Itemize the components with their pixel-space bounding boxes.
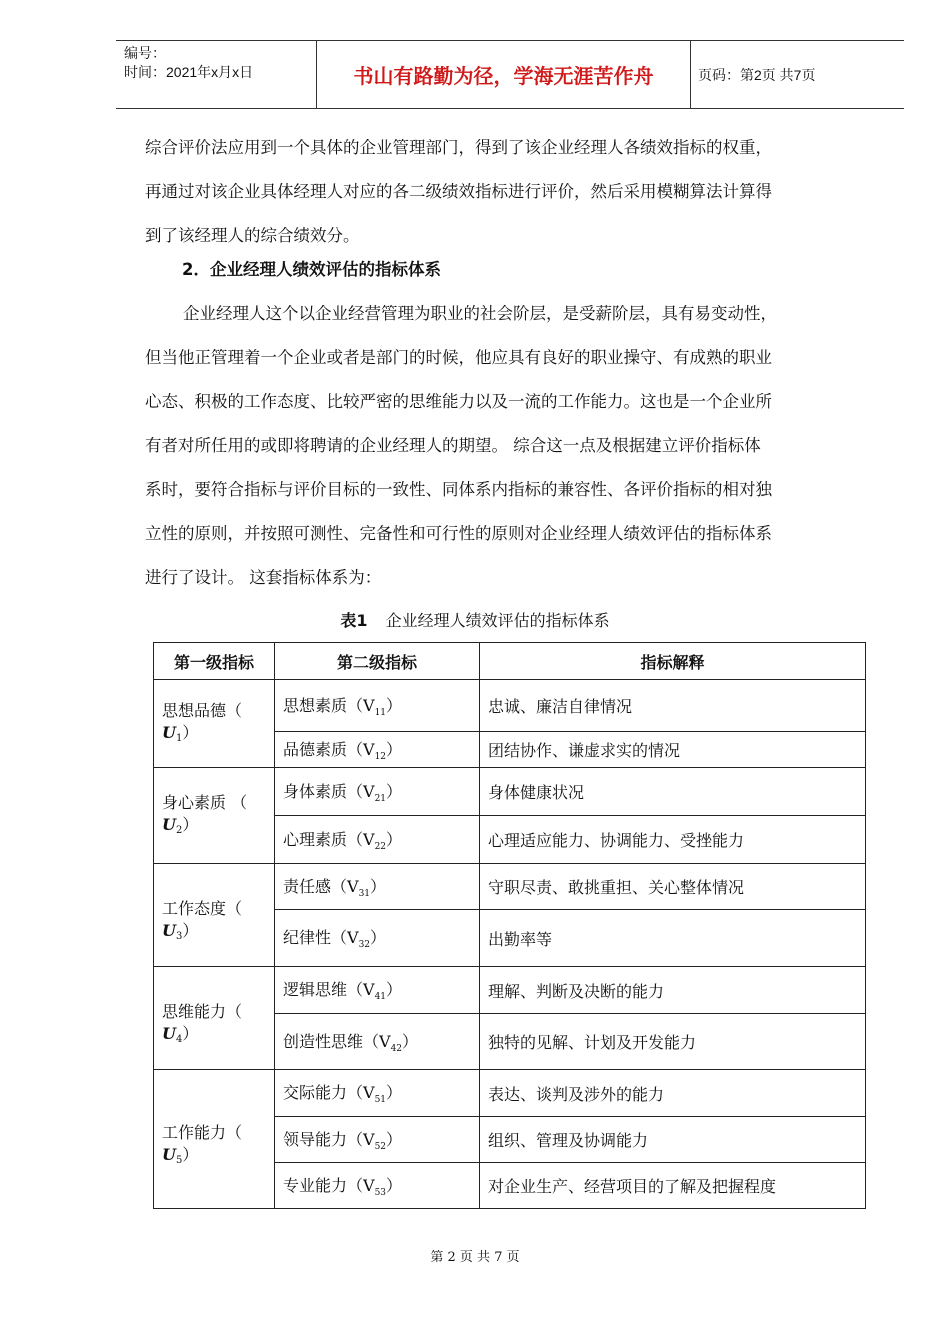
level2-name: 逻辑思维（V — [283, 980, 375, 1000]
level2-name: 领导能力（V — [283, 1129, 375, 1149]
level2-name: 专业能力（V — [283, 1175, 375, 1195]
u-subscript: 5 — [175, 1154, 183, 1166]
level2-name: 思想素质（V — [283, 695, 375, 715]
col-header-level1: 第一级指标 — [154, 643, 275, 680]
level2-name: 交际能力（V — [283, 1083, 375, 1103]
explanation-cell: 身体健康状况 — [480, 768, 866, 816]
level2-name: 创造性思维（V — [283, 1031, 391, 1051]
v-subscript: 21 — [374, 794, 387, 805]
v-subscript: 31 — [358, 889, 371, 900]
level1-cell — [154, 768, 275, 864]
level2-close: ） — [386, 695, 403, 715]
explanation-cell: 出勤率等 — [480, 910, 866, 967]
level2-close: ） — [386, 1083, 403, 1103]
table-row — [154, 1070, 866, 1117]
u-subscript: 2 — [175, 825, 183, 836]
text-line: 再通过对该企业具体经理人对应的各二级绩效指标进行评价，然后采用模糊算法计算得 — [145, 182, 772, 201]
text-line: 综合评价法应用到一个具体的企业管理部门，得到了该企业经理人各绩效指标的权重， — [145, 138, 772, 157]
level2-cell — [275, 1070, 480, 1117]
level2-close: ） — [386, 781, 403, 801]
u-subscript: 3 — [175, 930, 183, 942]
level2-cell — [275, 816, 480, 864]
section-title: 2．企业经理人绩效评估的指标体系 — [182, 260, 441, 279]
table-row — [154, 967, 866, 1014]
caption-number: 表1 — [340, 611, 368, 630]
explanation-cell: 团结协作、谦虚求实的情况 — [480, 732, 866, 768]
text-line: 系时，要符合指标与评价目标的一致性、同体系内指标的兼容性、各评价指标的相对独 — [145, 480, 772, 499]
level2-cell — [275, 864, 480, 910]
level2-name: 责任感（V — [283, 876, 359, 896]
level1-close: ） — [182, 1144, 199, 1164]
v-subscript: 12 — [374, 752, 387, 763]
level2-cell — [275, 1163, 480, 1209]
paragraph-1 — [145, 126, 875, 258]
table-row — [154, 864, 866, 910]
u-symbol: U — [162, 1144, 176, 1164]
level1-name: 工作能力（ — [162, 1122, 243, 1142]
level2-close: ） — [402, 1031, 419, 1051]
level2-close: ） — [370, 876, 387, 896]
col-header-level2: 第二级指标 — [275, 643, 480, 680]
u-subscript: 1 — [175, 733, 183, 744]
level1-close: ） — [182, 723, 199, 742]
level1-name: 思想品德（ — [162, 701, 243, 720]
v-subscript: 32 — [358, 940, 371, 951]
explanation-cell: 忠诚、廉洁自律情况 — [480, 680, 866, 732]
level2-name: 身体素质（V — [283, 781, 375, 801]
level2-name: 品德素质（V — [283, 739, 375, 759]
text-line: 但当他正管理着一个企业或者是部门的时候，他应具有良好的职业操守、有成熟的职业 — [145, 348, 772, 367]
text-line: 进行了设计。 这套指标体系为： — [145, 568, 382, 587]
level2-name: 心理素质（V — [283, 829, 375, 849]
level2-cell — [275, 910, 480, 967]
v-subscript: 22 — [374, 842, 387, 853]
u-symbol: U — [162, 815, 176, 834]
v-subscript: 11 — [374, 708, 387, 719]
level1-close: ） — [182, 1023, 199, 1043]
paragraph-2 — [145, 292, 875, 600]
text-line: 到了该经理人的综合绩效分。 — [145, 226, 360, 245]
text-line: 立性的原则，并按照可测性、完备性和可行性的原则对企业经理人绩效评估的指标体系 — [145, 524, 772, 543]
header-page-info: 页码：第2页 共7页 — [698, 66, 816, 83]
table-row — [154, 768, 866, 816]
explanation-cell: 组织、管理及协调能力 — [480, 1117, 866, 1163]
header-meta — [116, 41, 316, 108]
col-header-explanation: 指标解释 — [480, 643, 866, 680]
table-caption — [0, 608, 950, 631]
level2-cell — [275, 1117, 480, 1163]
level1-name: 身心素质 （ — [162, 793, 248, 812]
level1-cell — [154, 1070, 275, 1209]
page-footer: 第 2 页 共 7 页 — [430, 1250, 520, 1265]
motto: 书山有路勤为径，学海无涯苦作舟 — [316, 41, 691, 108]
explanation-cell: 独特的见解、计划及开发能力 — [480, 1014, 866, 1070]
time-label: 时间：2021年x月x日 — [124, 64, 254, 80]
text-line: 有者对所任用的或即将聘请的企业经理人的期望。 综合这一点及根据建立评价指标体 — [145, 436, 761, 455]
level2-close: ） — [386, 980, 403, 1000]
explanation-cell: 理解、判断及决断的能力 — [480, 967, 866, 1014]
u-symbol: U — [162, 1023, 176, 1043]
level1-cell — [154, 680, 275, 768]
level1-close: ） — [182, 920, 199, 940]
level2-cell — [275, 680, 480, 732]
level1-cell — [154, 967, 275, 1070]
level2-close: ） — [386, 739, 403, 759]
caption-text: 企业经理人绩效评估的指标体系 — [385, 611, 610, 630]
explanation-cell: 守职尽责、敢挑重担、关心整体情况 — [480, 864, 866, 910]
v-subscript: 42 — [390, 1044, 403, 1055]
level2-cell — [275, 768, 480, 816]
explanation-cell: 对企业生产、经营项目的了解及把握程度 — [480, 1163, 866, 1209]
u-symbol: U — [162, 723, 176, 742]
number-label: 编号： — [124, 45, 166, 61]
table-header-row — [154, 643, 866, 680]
level2-cell — [275, 967, 480, 1014]
level2-name: 纪律性（V — [283, 928, 359, 948]
explanation-cell: 心理适应能力、协调能力、受挫能力 — [480, 816, 866, 864]
v-subscript: 52 — [374, 1142, 387, 1153]
level1-name: 工作态度（ — [162, 898, 243, 918]
level2-close: ） — [386, 1175, 403, 1195]
level2-cell — [275, 1014, 480, 1070]
level2-cell — [275, 732, 480, 768]
level1-cell — [154, 864, 275, 967]
indicator-table — [153, 642, 866, 1209]
page-header — [116, 40, 904, 109]
u-subscript: 4 — [175, 1033, 183, 1045]
v-subscript: 41 — [374, 992, 387, 1003]
level1-name: 思维能力（ — [162, 1001, 243, 1021]
text-line: 心态、积极的工作态度、比较严密的思维能力以及一流的工作能力。这也是一个企业所 — [145, 392, 772, 411]
v-subscript: 51 — [374, 1095, 387, 1106]
v-subscript: 53 — [374, 1188, 387, 1199]
level2-close: ） — [370, 928, 387, 948]
text-line: 企业经理人这个以企业经营管理为职业的社会阶层，是受薪阶层，具有易变动性， — [183, 304, 777, 323]
table-row — [154, 680, 866, 732]
level2-close: ） — [386, 1129, 403, 1149]
explanation-cell: 表达、谈判及涉外的能力 — [480, 1070, 866, 1117]
level2-close: ） — [386, 829, 403, 849]
level1-close: ） — [182, 815, 199, 834]
u-symbol: U — [162, 920, 176, 940]
